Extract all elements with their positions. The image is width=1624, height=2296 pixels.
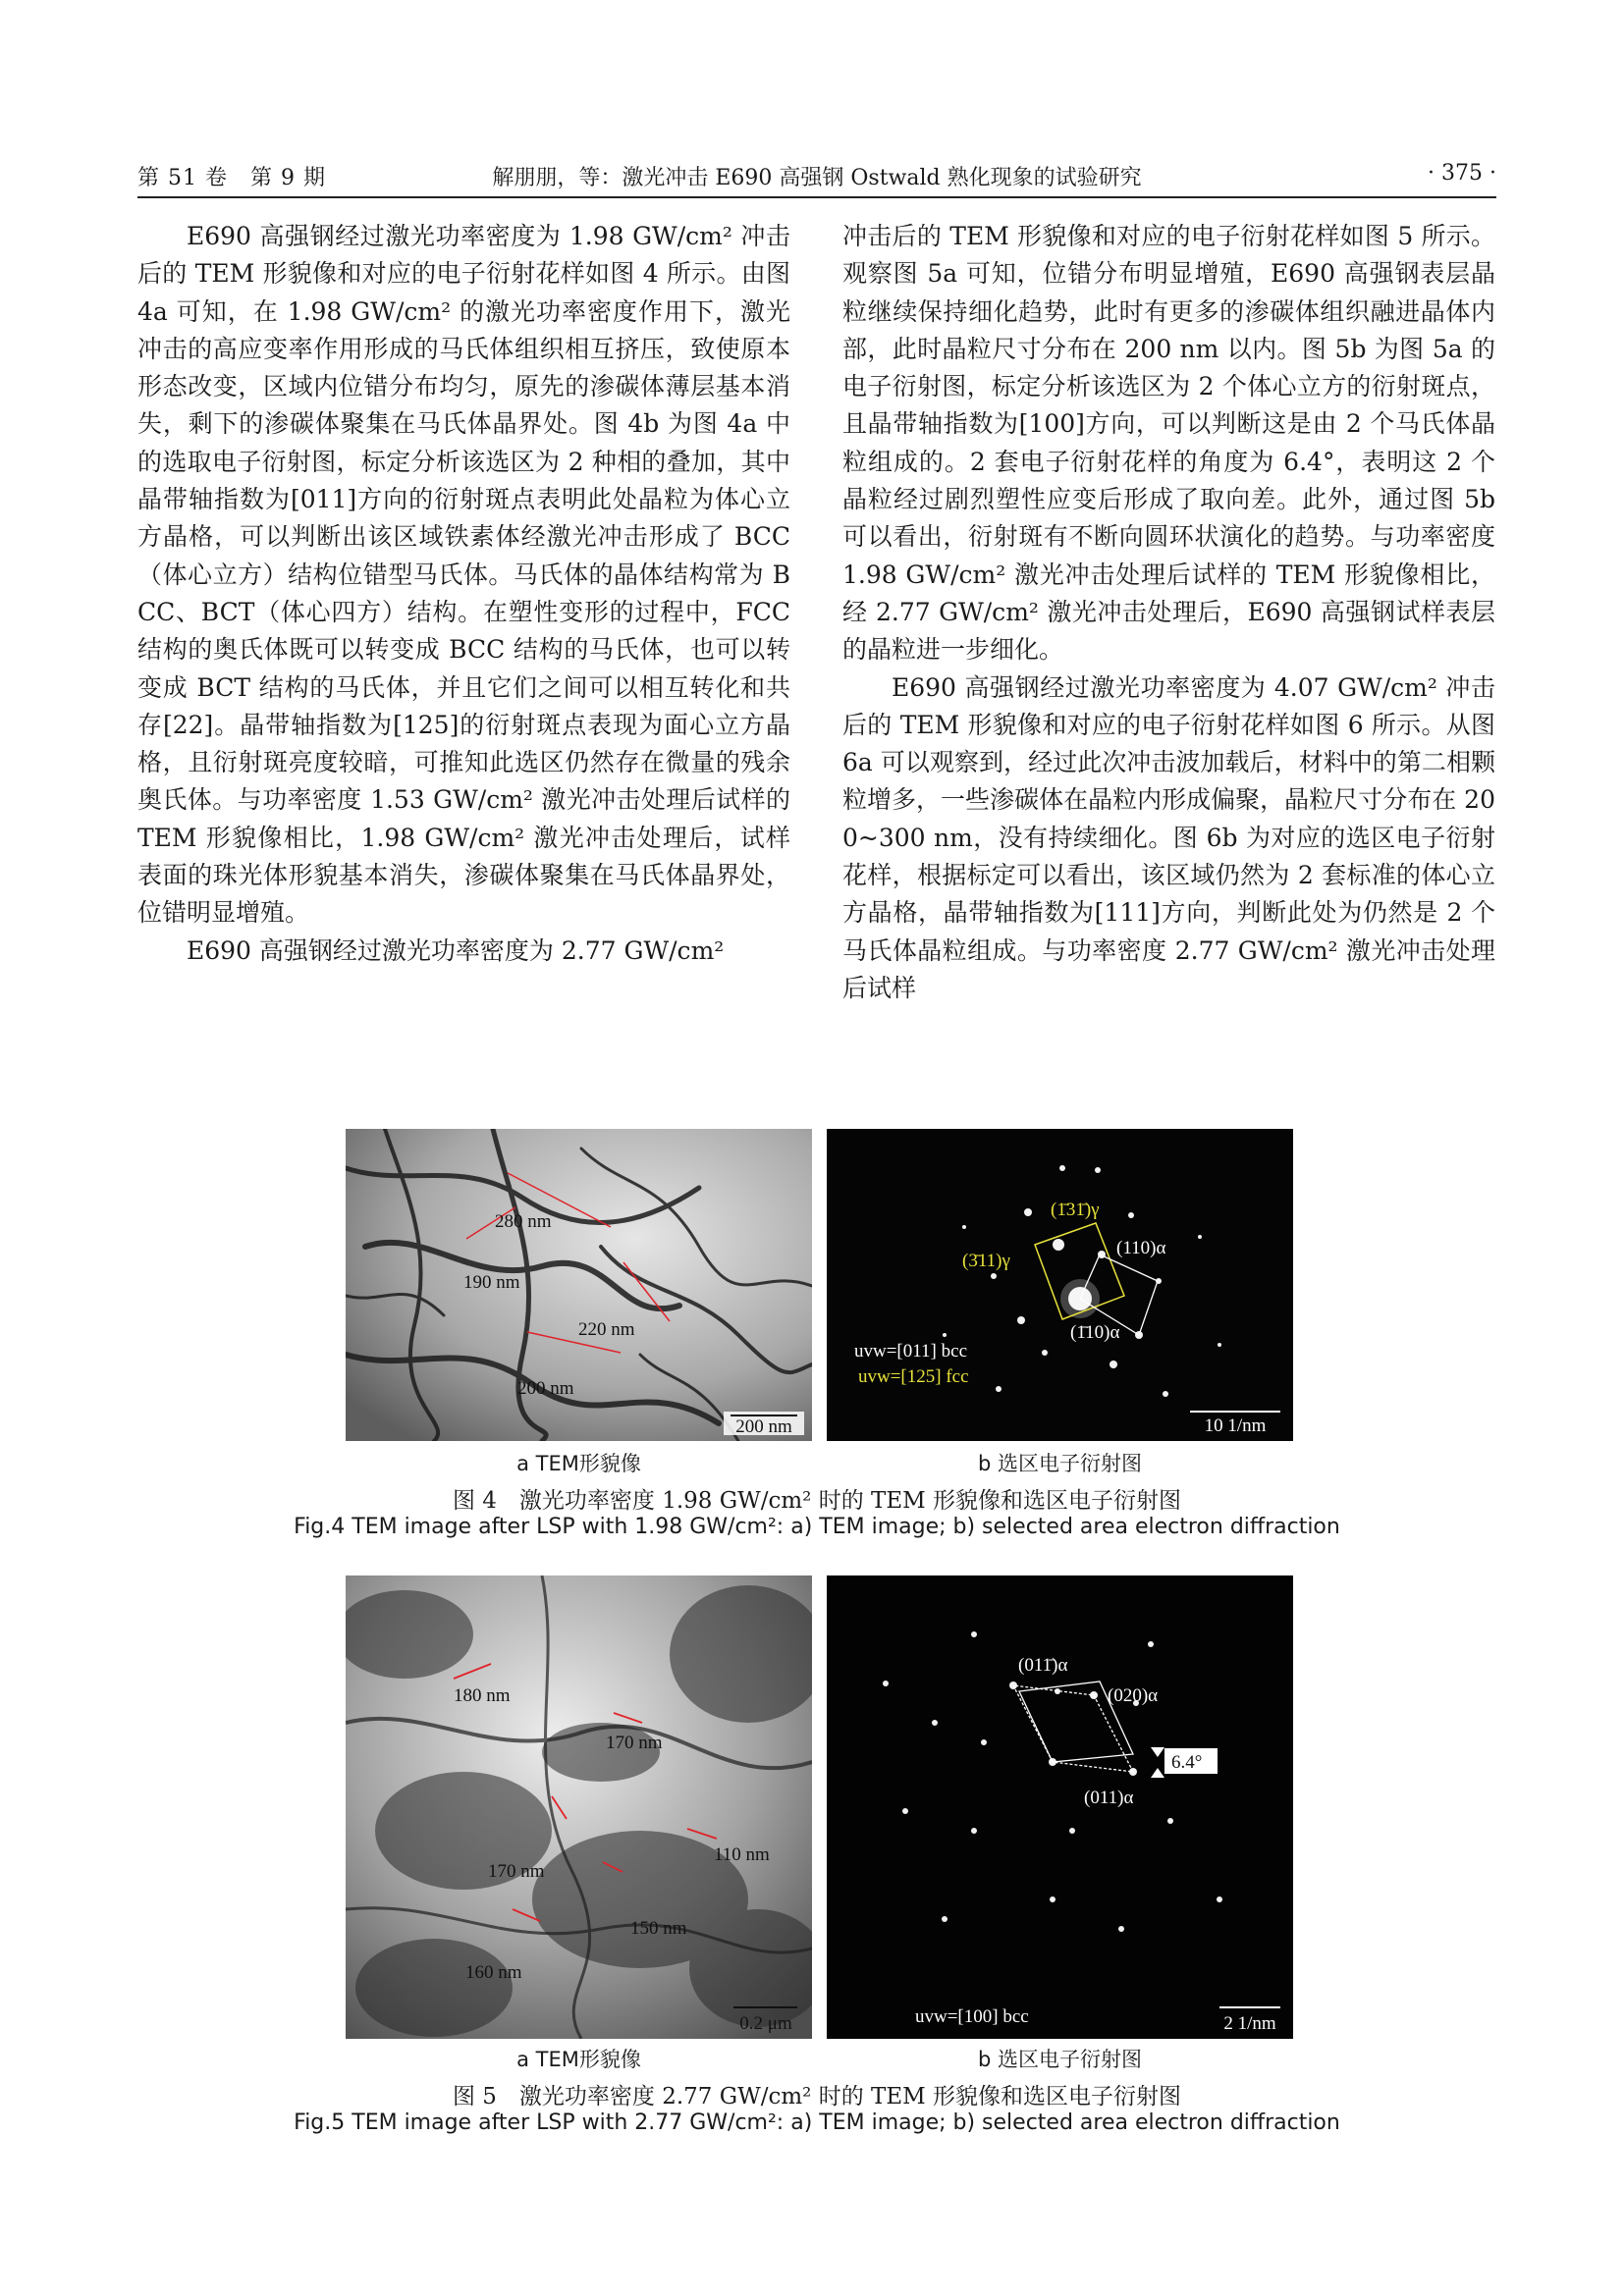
fig4a-label: 190 nm [463,1272,520,1293]
fig4b-zone-axis-bcc: uvw=[011] bcc [854,1341,968,1362]
fig4-caption-cn: 图 4 激光功率密度 1.98 GW/cm² 时的 TEM 形貌像和选区电子衍射图 [452,1488,1182,1514]
running-title: 解朋朋，等：激光冲击 E690 高强钢 Ostwald 熟化现象的试验研究 [492,166,1142,190]
fig5-caption-cn: 图 5 激光功率密度 2.77 GW/cm² 时的 TEM 形貌像和选区电子衍射图 [452,2084,1182,2109]
fig5-diffraction-pattern [827,1575,1293,2039]
right-column [842,218,1495,1007]
fig4b-spot-label: (110)α [1116,1238,1166,1258]
fig4-diffraction-pattern [827,1129,1293,1441]
scale-bar-label: 10 1/nm [1204,1415,1267,1436]
scale-bar-label: 0.2 μm [739,2013,792,2034]
fig4-tem-image [346,1129,812,1441]
header-rule [137,196,1496,198]
paragraph: E690 高强钢经过激光功率密度为 1.98 GW/cm² 冲击后的 TEM 形貌像和对应的电子衍射花样如图 4 所示。由图 4a 可知，在 1.98 GW/cm² 的激光功率密度作用下，激光冲击的高应变率作用形成的马氏体组织相互挤压，致使原本形态改变，区域内位错分布均匀，原先的渗碳体薄层基本消失，剩下的渗碳体聚集在马氏体晶界处。图 4b 为图 4a 中的选取电子衍射图，标定分析该选区为 2 种相的叠加，其中晶带轴指数为[011]方向的衍射斑点表明此处晶粒为体心立方晶格，可以判断出该区域铁素体经激光冲击形成了 BCC（体心立方）结构位错型马氏体。马氏体的晶体结构常为 BCC、BCT（体心四方）结构。在塑性变形的过程中，FCC 结构的奥氏体既可以转变成 BCC 结构的马氏体，也可以转变成 BCT 结构的马氏体，并且它们之间可以相互转化和共存[22]。晶带轴指数为[125]的衍射斑点表现为面心立方晶格，且衍射斑亮度较暗，可推知此选区仍然存在微量的残余奥氏体。与功率密度 1.53 GW/cm² 激光冲击处理后试样的 TEM 形貌像相比，1.98 GW/cm² 激光冲击处理后，试样表面的珠光体形貌基本消失，渗碳体聚集在马氏体晶界处，位错明显增殖。 [137,222,790,928]
fig5b-spot-label: (011̄)α [1018,1655,1068,1676]
page-number: · 375 · [1428,161,1496,186]
fig5a-label: 150 nm [630,1918,687,1939]
left-column [137,218,790,970]
fig4b-zone-axis-fcc: uvw=[125] fcc [858,1366,969,1387]
fig5a-label: 170 nm [606,1733,663,1753]
figure-4 [137,1129,1496,1541]
fig5b-spot-label: (020)α [1108,1685,1159,1706]
figure-5 [137,1575,1496,2135]
journal-volume: 第 51 卷 第 9 期 [137,166,326,190]
fig4b-caption: b 选区电子衍射图 [977,1452,1142,1475]
fig4a-label: 200 nm [517,1378,574,1399]
fig4a-label: 220 nm [578,1319,635,1340]
paragraph: E690 高强钢经过激光功率密度为 2.77 GW/cm² [187,935,725,965]
fig5b-angle-label: 6.4° [1171,1752,1203,1773]
fig5a-label: 160 nm [465,1962,522,1983]
scale-bar-label: 2 1/nm [1223,2013,1276,2034]
fig5b-caption: b 选区电子衍射图 [977,2048,1142,2071]
fig4a-label: 280 nm [495,1211,552,1232]
fig5-caption-en: Fig.5 TEM image after LSP with 2.77 GW/cm²: a) TEM image; b) selected area electron diffraction [294,2110,1340,2135]
fig4a-caption: a TEM形貌像 [516,1452,641,1475]
fig4b-spot-label: (1̄31̄)γ [1051,1200,1100,1220]
fig4b-spot-label: (3̄11)γ [962,1251,1010,1271]
fig5b-spot-label: (011)α [1084,1788,1134,1808]
fig5a-label: 170 nm [488,1861,545,1882]
fig5a-caption: a TEM形貌像 [516,2048,641,2071]
fig4b-spot-label: (1̄10)α [1070,1322,1120,1343]
fig5-tem-image [346,1575,812,2039]
fig5a-label: 180 nm [454,1685,511,1706]
fig5b-zone-axis: uvw=[100] bcc [915,2006,1029,2027]
paragraph: E690 高强钢经过激光功率密度为 4.07 GW/cm² 冲击后的 TEM 形貌像和对应的电子衍射花样如图 6 所示。从图 6a 可以观察到，经过此次冲击波加载后，材料中的第二相颗粒增多，一些渗碳体在晶粒内形成偏聚，晶粒尺寸分布在 200~300 nm，没有持续细化。图 6b 为对应的选区电子衍射花样，根据标定可以看出，该区域仍然为 2 套标准的体心立方晶格，晶带轴指数为[111]方向，判断此处为仍然是 2 个马氏体晶粒组成。与功率密度 2.77 GW/cm² 激光冲击处理后试样 [842,672,1495,1002]
fig5a-label: 110 nm [714,1844,770,1865]
paragraph: 冲击后的 TEM 形貌像和对应的电子衍射花样如图 5 所示。观察图 5a 可知，位错分布明显增殖，E690 高强钢表层晶粒继续保持细化趋势，此时有更多的渗碳体组织融进晶体内部，此时晶粒尺寸分布在 200 nm 以内。图 5b 为图 5a 的电子衍射图，标定分析该选区为 2 个体心立方的衍射斑点，且晶带轴指数为[100]方向，可以判断这是由 2 个马氏体晶粒组成的。2 套电子衍射花样的角度为 6.4°，表明这 2 个晶粒经过剧烈塑性应变后形成了取向差。此外，通过图 5b 可以看出，衍射斑有不断向圆环状演化的趋势。与功率密度 1.98 GW/cm² 激光冲击处理后试样的 TEM 形貌像相比，经 2.77 GW/cm² 激光冲击处理后，E690 高强钢试样表层的晶粒进一步细化。 [842,222,1495,665]
scale-bar-label: 200 nm [735,1416,792,1437]
fig4-caption-en: Fig.4 TEM image after LSP with 1.98 GW/cm²: a) TEM image; b) selected area electron diffraction [294,1515,1340,1539]
running-header [137,157,1496,196]
